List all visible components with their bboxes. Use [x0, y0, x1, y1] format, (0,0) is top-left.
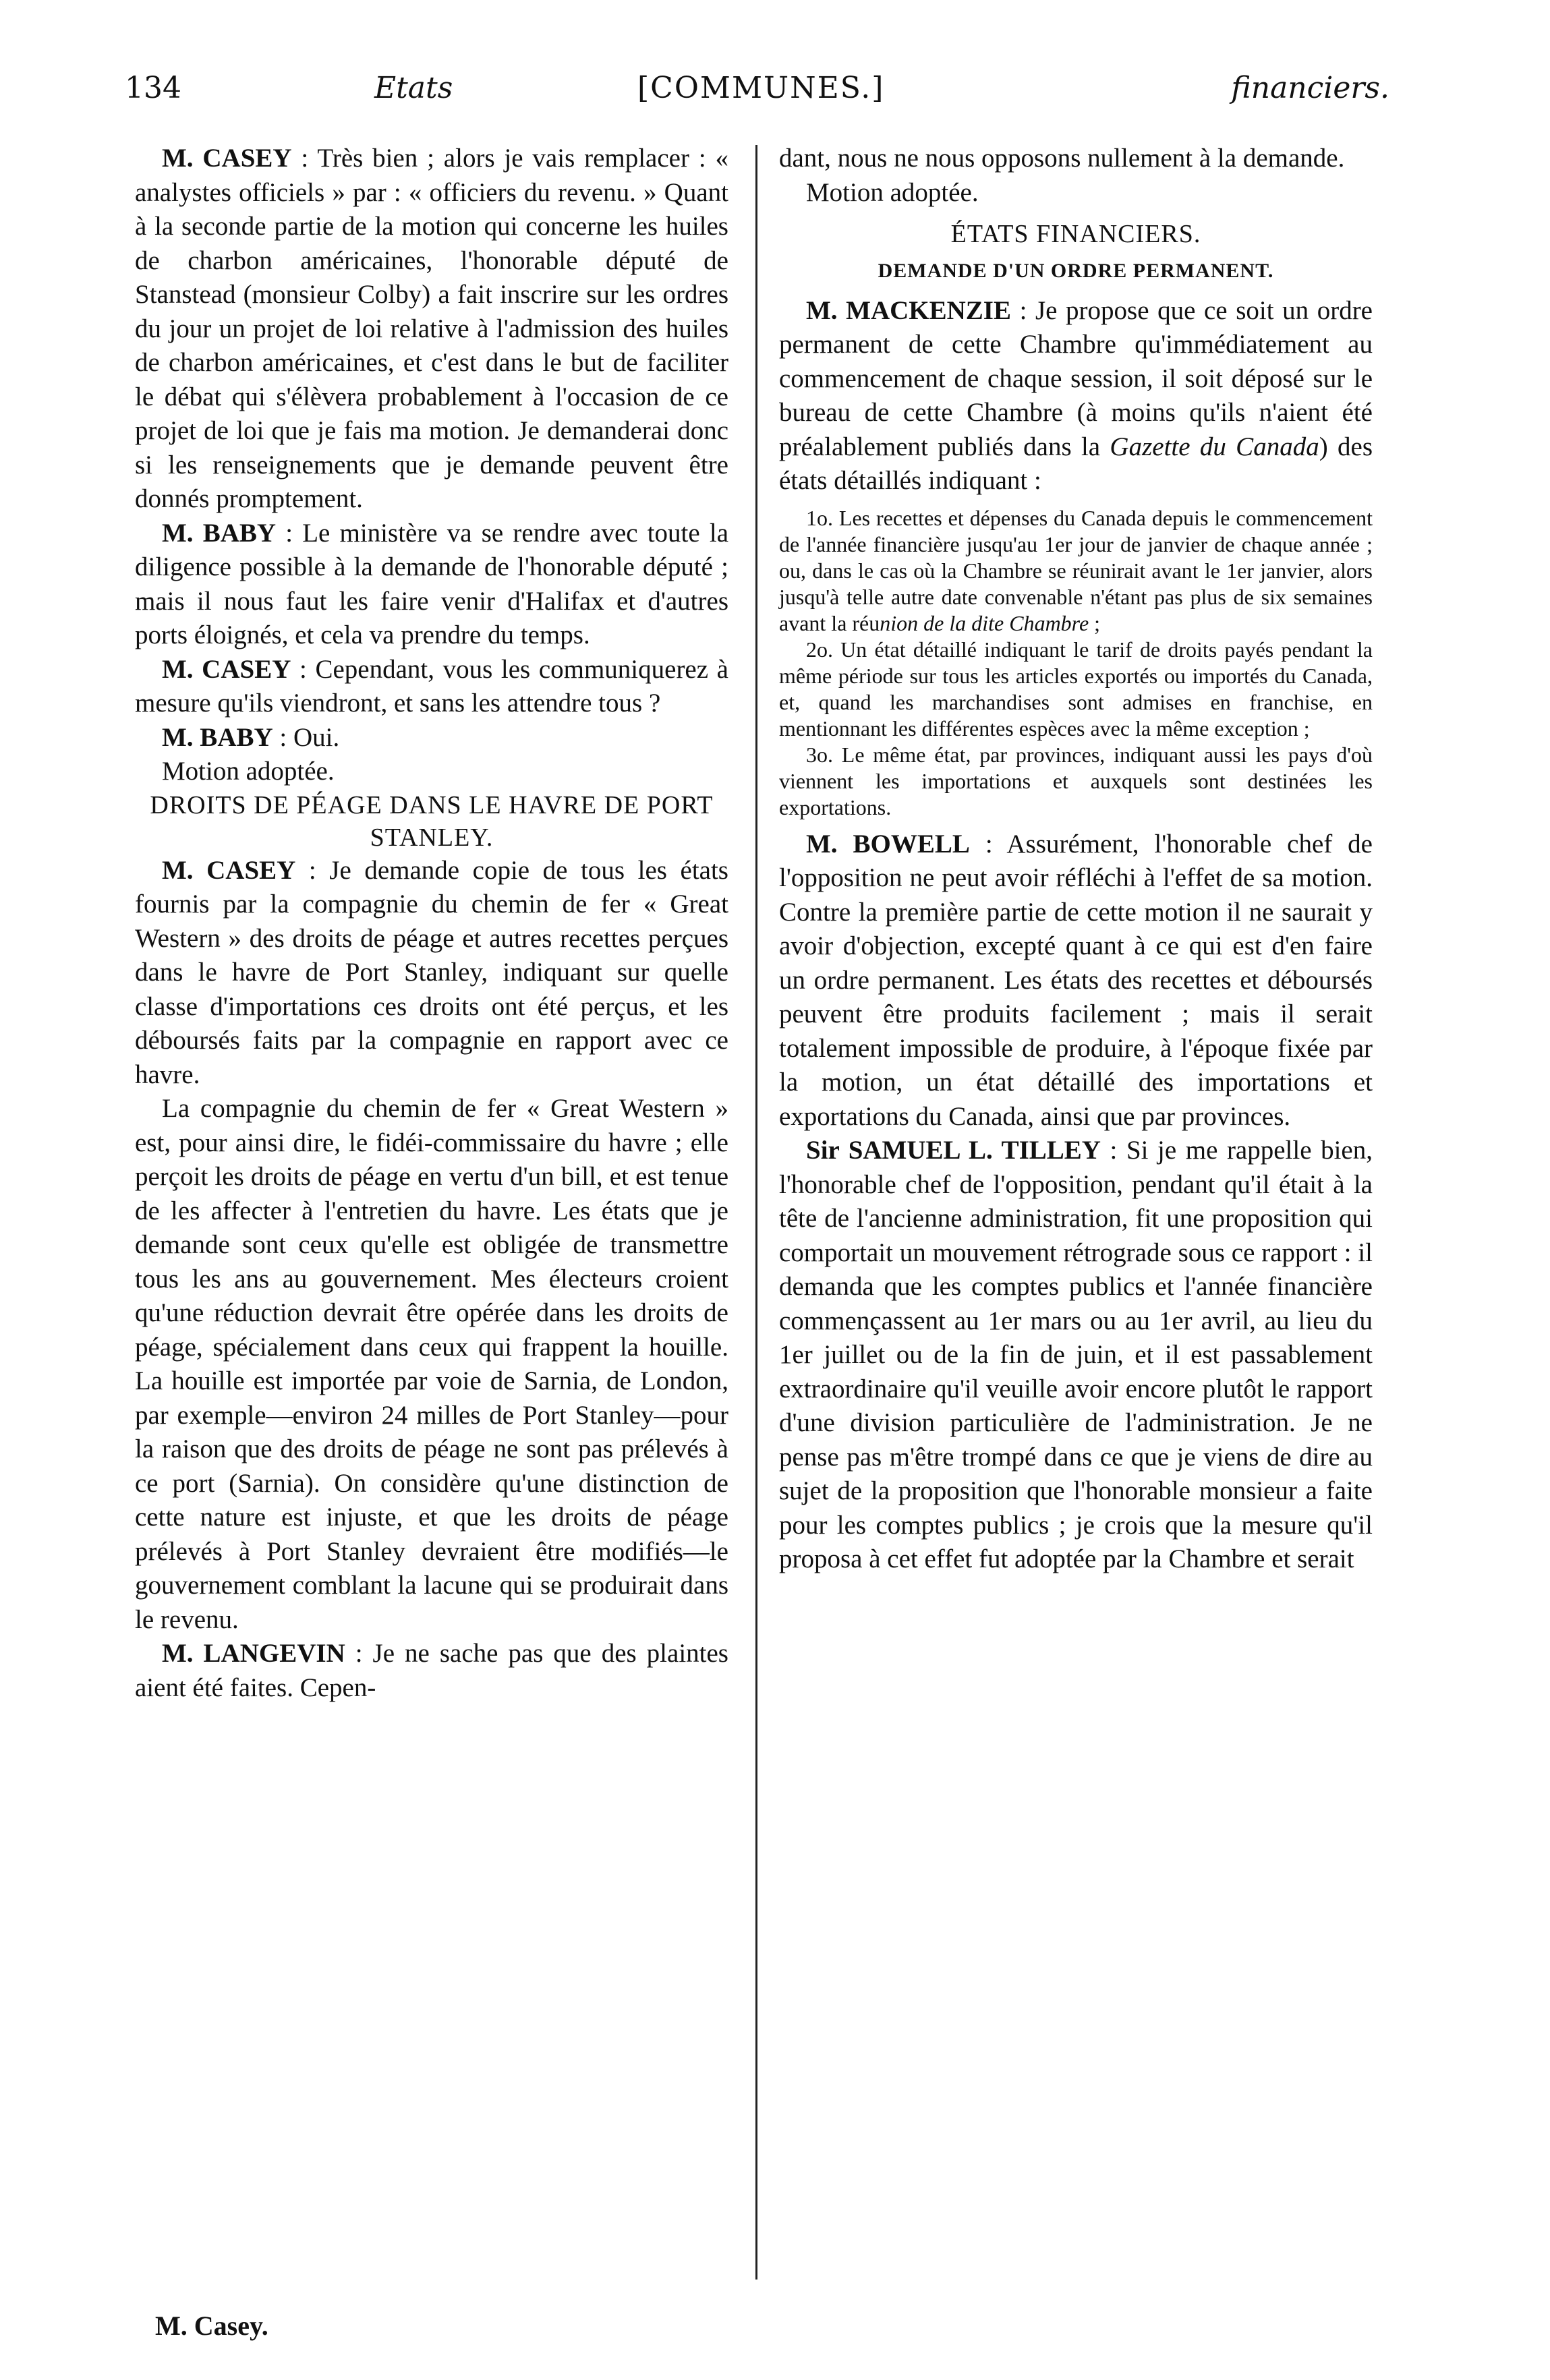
list-item: 3o. Le même état, par provinces, indiquant aussi les pays d'où viennent les importations et auxquels sont destinées les exportations.: [779, 742, 1373, 819]
section-heading: DROITS DE PÉAGE DANS LE HAVRE DE PORT STANLEY.: [150, 790, 714, 852]
speaker-name: M. BABY: [162, 518, 277, 548]
paragraph: [135, 721, 728, 755]
paragraph: [135, 854, 728, 1093]
paragraph: [135, 653, 728, 721]
speaker-name: M. CASEY: [162, 855, 296, 885]
motion-adopted: Motion adoptée.: [806, 177, 979, 207]
header-right-title: financiers.: [1231, 71, 1389, 105]
speaker-name: M. BOWELL: [806, 829, 970, 859]
speaker-name: M. CASEY: [162, 144, 292, 173]
paragraph: [779, 828, 1373, 1134]
speech-text: : Si je me rappelle bien, l'honorable chef de l'opposition, pendant qu'il était à la tête de l'ancienne administration, fit une proposition qui comportait un mouvement rétrograde sous ce rapport : il demanda que les comptes publics et l'année financière commençassent au 1er mars ou au 1er avril, au lieu du 1er juillet ou de la fin de juin, et il est passablement extraordinaire qu'il veuille avoir encore plutôt le rapport d'une division particulière de l'administration. Je ne pense pas m'être trompé dans ce que je viens de dire au sujet de la proposition que l'honorable monsieur a faite pour les comptes publics ; je crois que la mesure qu'il proposa à cet effet fut adoptée par la Chambre et serait: [779, 1136, 1373, 1573]
page-number: 134: [125, 71, 181, 105]
speaker-name: M. LANGEVIN: [162, 1639, 345, 1668]
speaker-name: M. MACKENZIE: [806, 295, 1011, 325]
speech-text: : Cependant, vous les communiquerez à mesure qu'ils viendront, et sans les attendre tous ?: [135, 654, 728, 718]
speech-text: ) des états détaillés indiquant :: [779, 432, 1373, 495]
section-subheading: DEMANDE D'UN ORDRE PERMANENT.: [878, 260, 1274, 282]
speech-text: : Je ne sache pas que des plaintes aient été faites. Cepen-: [135, 1639, 728, 1702]
speaker-name: M. CASEY: [162, 654, 291, 684]
motion-items: [779, 505, 1373, 821]
speech-text: : Oui.: [272, 722, 340, 752]
running-header: [125, 64, 1410, 125]
catchword: M. Casey.: [155, 2311, 268, 2341]
speech-text: : Assurément, l'honorable chef de l'opposition ne peut avoir réfléchi à l'effet de sa motion. Contre la première partie de cette motion il ne saurait y avoir d'objection, excepté quant à ce qui est d'en faire un ordre permanent. Les états des recettes et déboursés peuvent être produits facilement ; mais il serait totalement impossible de produire, à l'époque fixée par la motion, un état détaillé des importations et exportations du Canada, ainsi que par provinces.: [779, 829, 1373, 1131]
list-item: [779, 505, 1373, 637]
speaker-name: M. BABY: [162, 722, 273, 752]
speaker-name: Sir SAMUEL L. TILLEY: [806, 1136, 1101, 1165]
paragraph: dant, nous ne nous opposons nullement à la demande.: [779, 144, 1345, 173]
paragraph: [779, 1134, 1373, 1577]
header-left-title: Etats: [374, 71, 453, 105]
paragraph: La compagnie du chemin de fer « Great Western » est, pour ainsi dire, le fidéi-commissaire du havre ; elle perçoit les droits de péage en vertu d'un bill, et est tenue de les affecter à l'entretien du havre. Les états que je demande sont ceux qu'elle est obligée de transmettre tous les ans au gouvernement. Mes électeurs croient qu'une réduction devrait être opérée dans les droits de péage, spécialement dans ceux qui frappent la houille. La houille est importée par voie de Sarnia, de London, par exemple—environ 24 milles de Port Stanley—pour la raison que des droits de péage ne sont pas prélevés à ce port (Sarnia). On considère qu'une distinction de cette nature est injuste, et que les droits de péage prélevés à Port Stanley devraient être modifiés—le gouvernement comblant la lacune qui se produirait dans le revenu.: [135, 1094, 728, 1634]
paragraph: [779, 294, 1373, 498]
item-text: ;: [1089, 610, 1101, 635]
paragraph: [135, 517, 728, 653]
motion-adopted: Motion adoptée.: [162, 757, 335, 786]
right-column: [779, 142, 1373, 1577]
speech-text: : Je demande copie de tous les états fournis par la compagnie du chemin de fer « Great Western » des droits de péage et autres recettes perçues dans le havre de Port Stanley, indiquant sur quelle classe d'importations ces droits ont été perçus, et les déboursés faits par la compagnie en rapport avec ce havre.: [135, 855, 728, 1089]
paragraph: [135, 1637, 728, 1705]
paragraph: [135, 142, 728, 517]
section-heading: ÉTATS FINANCIERS.: [950, 220, 1201, 248]
header-center-title: [COMMUNES.]: [637, 71, 885, 105]
item-text: 1o. Les recettes et dépenses du Canada depuis le commencement de l'année financière jusqu'au 1er jour de janvier de chaque année ; ou, dans le cas où la Chambre se réunirait avant le 1er janvier, alors jusqu'à telle autre date convenable n'étant pas plus de six semaines avant la réu: [779, 505, 1373, 635]
speech-text: : Le ministère va se rendre avec toute la diligence possible à la demande de l'honorable député ; mais il nous faut les faire venir d'Halifax et d'autres ports éloignés, et cela va prendre du temps.: [135, 518, 728, 649]
publication-title: Gazette du Canada: [1110, 432, 1319, 461]
left-column: [135, 142, 728, 1705]
list-item: 2o. Un état détaillé indiquant le tarif de droits payés pendant la même période sur tous les articles exportés ou importés du Canada, et, quand les marchandises sont admises en franchise, en mentionnant les différentes espèces avec la même exception ;: [779, 637, 1373, 741]
column-divider: [755, 145, 757, 2280]
speech-text: : Je propose que ce soit un ordre permanent de cette Chambre qu'immédiatement au commencement de chaque session, il soit déposé sur le bureau de cette Chambre (à moins qu'ils n'aient été préalablement publiés dans la: [779, 295, 1373, 461]
item-italic: nion de la dite Chambre: [880, 610, 1089, 635]
speech-text: : Très bien ; alors je vais remplacer : « analystes officiels » par : « officiers du revenu. » Quant à la seconde partie de la motion qui concerne les huiles de charbon américaines, l'honorable député de Stanstead (monsieur Colby) a fait inscrire sur les ordres du jour un projet de loi relative à l'admission des huiles de charbon américaines, et c'est dans le but de faciliter le débat qui s'élèvera probablement à l'occasion de ce projet de loi que je fais ma motion. Je demanderai donc si les renseignements que je demande peuvent être donnés promptement.: [135, 144, 728, 513]
